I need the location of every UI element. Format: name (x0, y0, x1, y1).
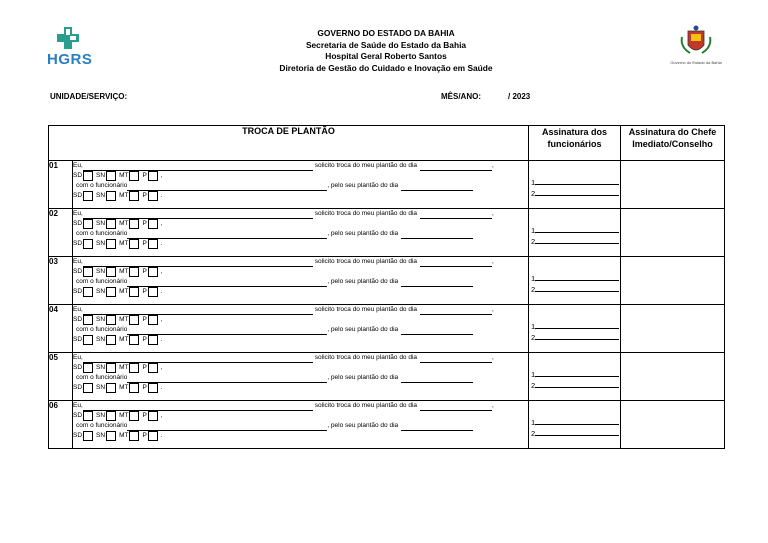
document-header (230, 28, 542, 74)
request-text-cell (73, 353, 529, 401)
eu-label: Eu, (73, 402, 83, 409)
request-label: solicito troca do meu plantão do dia (314, 162, 418, 169)
mt-checkbox[interactable] (129, 239, 139, 249)
swap-line (73, 181, 528, 191)
mt-label: MT (119, 220, 129, 227)
row-number: 02 (49, 209, 73, 257)
year-value: / 2023 (508, 92, 531, 101)
sd-label: SD (73, 316, 83, 323)
sn-checkbox[interactable] (106, 171, 116, 181)
comma: , (160, 220, 163, 227)
sd-label: SD (73, 336, 83, 343)
own-shift-options (73, 219, 528, 229)
row-number: 04 (49, 305, 73, 353)
own-shift-options (73, 315, 528, 325)
comma: , (492, 354, 494, 361)
sd-checkbox[interactable] (83, 411, 93, 421)
own-shift-date-field[interactable] (420, 306, 492, 315)
sd-checkbox[interactable] (83, 315, 93, 325)
own-shift-date-field[interactable] (420, 258, 492, 267)
mt-checkbox[interactable] (129, 191, 139, 201)
p-checkbox[interactable] (148, 363, 158, 373)
p-label: P (142, 412, 147, 419)
staff-signatures-cell (529, 353, 621, 401)
mt-checkbox[interactable] (129, 335, 139, 345)
mt-checkbox[interactable] (129, 431, 139, 441)
p-checkbox[interactable] (148, 219, 158, 229)
sn-label: SN (96, 240, 106, 247)
for-shift-label: , pelo seu plantão do dia (327, 182, 399, 189)
mt-label: MT (119, 432, 129, 439)
other-shift-date-field[interactable] (401, 230, 473, 239)
signature-number: 2 (531, 237, 536, 246)
p-label: P (142, 432, 147, 439)
sd-label: SD (73, 412, 83, 419)
row-number: 06 (49, 401, 73, 449)
other-employee-field[interactable] (127, 326, 327, 335)
signature-line-2[interactable] (531, 332, 619, 342)
own-shift-options (73, 363, 528, 373)
sn-label: SN (96, 172, 106, 179)
row-number: 01 (49, 161, 73, 209)
other-employee-field[interactable] (127, 422, 327, 431)
mt-checkbox[interactable] (129, 411, 139, 421)
chief-signature-cell[interactable] (621, 209, 725, 257)
signature-line-2[interactable] (531, 188, 619, 198)
signature-number: 1 (531, 226, 536, 235)
header-directorate: Diretoria de Gestão do Cuidado e Inovação em Saúde (279, 62, 493, 73)
table-row (49, 161, 725, 209)
mt-label: MT (119, 288, 129, 295)
p-label: P (142, 172, 147, 179)
sd-checkbox[interactable] (83, 287, 93, 297)
sd-checkbox[interactable] (83, 219, 93, 229)
table-row (49, 209, 725, 257)
mt-label: MT (119, 172, 129, 179)
dot: . (160, 288, 163, 295)
p-label: P (142, 336, 147, 343)
request-line (73, 161, 528, 171)
request-label: solicito troca do meu plantão do dia (314, 402, 418, 409)
p-checkbox[interactable] (148, 315, 158, 325)
request-line (73, 209, 528, 219)
own-shift-date-field[interactable] (420, 210, 492, 219)
other-shift-options (73, 287, 528, 297)
dot: . (160, 240, 163, 247)
mt-label: MT (119, 412, 129, 419)
signature-line-2[interactable] (531, 380, 619, 390)
state-crest (668, 24, 724, 70)
health-cross-icon (56, 27, 80, 49)
p-checkbox[interactable] (148, 171, 158, 181)
sn-checkbox[interactable] (106, 383, 116, 393)
own-shift-date-field[interactable] (420, 402, 492, 411)
for-shift-label: , pelo seu plantão do dia (327, 422, 399, 429)
other-employee-field[interactable] (127, 182, 327, 191)
staff-signatures-cell (529, 401, 621, 449)
signature-line-2[interactable] (531, 284, 619, 294)
sn-label: SN (96, 412, 106, 419)
sn-label: SN (96, 288, 106, 295)
other-employee-field[interactable] (127, 374, 327, 383)
sd-checkbox[interactable] (83, 191, 93, 201)
sd-label: SD (73, 192, 83, 199)
mt-label: MT (119, 364, 129, 371)
swap-line (73, 229, 528, 239)
own-shift-options (73, 267, 528, 277)
other-shift-options (73, 239, 528, 249)
with-employee-label: com o funcionário (76, 230, 128, 237)
other-shift-date-field[interactable] (401, 422, 473, 431)
own-shift-date-field[interactable] (420, 162, 492, 171)
sn-checkbox[interactable] (106, 239, 116, 249)
p-label: P (142, 288, 147, 295)
request-line (73, 353, 528, 363)
mt-label: MT (119, 384, 129, 391)
table-title: TROCA DE PLANTÃO (49, 126, 529, 161)
table-row (49, 305, 725, 353)
dot: . (160, 384, 163, 391)
comma: , (492, 402, 494, 409)
p-checkbox[interactable] (148, 191, 158, 201)
col-header-chief-signature: Assinatura do Chefe Imediato/Conselho (621, 126, 725, 161)
mt-label: MT (119, 240, 129, 247)
for-shift-label: , pelo seu plantão do dia (327, 278, 399, 285)
sd-checkbox[interactable] (83, 239, 93, 249)
swap-line (73, 421, 528, 431)
p-checkbox[interactable] (148, 335, 158, 345)
p-label: P (142, 220, 147, 227)
request-text-cell (73, 257, 529, 305)
p-label: P (142, 316, 147, 323)
sd-label: SD (73, 240, 83, 247)
comma: , (492, 162, 494, 169)
chief-signature-cell[interactable] (621, 161, 725, 209)
comma: , (492, 210, 494, 217)
sn-checkbox[interactable] (106, 363, 116, 373)
other-shift-options (73, 335, 528, 345)
sn-label: SN (96, 316, 106, 323)
dot: . (160, 192, 163, 199)
sn-checkbox[interactable] (106, 219, 116, 229)
chief-signature-cell[interactable] (621, 353, 725, 401)
request-text-cell (73, 209, 529, 257)
sn-checkbox[interactable] (106, 191, 116, 201)
signature-number: 1 (531, 274, 536, 283)
hgrs-logo (44, 27, 96, 69)
p-label: P (142, 240, 147, 247)
chief-signature-cell[interactable] (621, 401, 725, 449)
staff-signatures-cell (529, 305, 621, 353)
comma: , (160, 412, 163, 419)
signature-number: 1 (531, 418, 536, 427)
mt-checkbox[interactable] (129, 363, 139, 373)
request-label: solicito troca do meu plantão do dia (314, 258, 418, 265)
for-shift-label: , pelo seu plantão do dia (327, 230, 399, 237)
other-shift-options (73, 431, 528, 441)
mt-checkbox[interactable] (129, 287, 139, 297)
signature-number: 2 (531, 429, 536, 438)
p-checkbox[interactable] (148, 239, 158, 249)
requester-name-field[interactable] (83, 402, 313, 411)
dot: . (160, 432, 163, 439)
mt-label: MT (119, 316, 129, 323)
other-employee-field[interactable] (127, 230, 327, 239)
sn-checkbox[interactable] (106, 287, 116, 297)
with-employee-label: com o funcionário (76, 422, 128, 429)
with-employee-label: com o funcionário (76, 326, 128, 333)
signature-number: 2 (531, 189, 536, 198)
header-hospital: Hospital Geral Roberto Santos (325, 51, 447, 61)
month-label: MÊS/ANO: (441, 92, 481, 101)
request-text-cell (73, 401, 529, 449)
signature-line-1[interactable] (531, 225, 619, 235)
sn-checkbox[interactable] (106, 315, 116, 325)
shift-swap-table (48, 125, 725, 449)
sd-checkbox[interactable] (83, 363, 93, 373)
request-line (73, 305, 528, 315)
sn-checkbox[interactable] (106, 267, 116, 277)
p-label: P (142, 268, 147, 275)
own-shift-options (73, 411, 528, 421)
coat-of-arms-icon (678, 25, 714, 59)
row-number: 03 (49, 257, 73, 305)
sn-label: SN (96, 432, 106, 439)
eu-label: Eu, (73, 258, 83, 265)
request-line (73, 401, 528, 411)
signature-line-1[interactable] (531, 369, 619, 379)
chief-signature-cell[interactable] (621, 257, 725, 305)
eu-label: Eu, (73, 210, 83, 217)
sn-label: SN (96, 364, 106, 371)
sd-label: SD (73, 432, 83, 439)
staff-signatures-cell (529, 209, 621, 257)
other-employee-field[interactable] (127, 278, 327, 287)
dot: . (160, 336, 163, 343)
mt-label: MT (119, 268, 129, 275)
sn-checkbox[interactable] (106, 335, 116, 345)
requester-name-field[interactable] (83, 210, 313, 219)
eu-label: Eu, (73, 306, 83, 313)
signature-line-1[interactable] (531, 417, 619, 427)
sd-checkbox[interactable] (83, 335, 93, 345)
sd-label: SD (73, 172, 83, 179)
request-text-cell (73, 161, 529, 209)
sn-label: SN (96, 336, 106, 343)
sd-label: SD (73, 268, 83, 275)
mt-label: MT (119, 192, 129, 199)
sn-checkbox[interactable] (106, 431, 116, 441)
sn-label: SN (96, 268, 106, 275)
with-employee-label: com o funcionário (76, 278, 128, 285)
for-shift-label: , pelo seu plantão do dia (327, 326, 399, 333)
sd-checkbox[interactable] (83, 267, 93, 277)
signature-line-1[interactable] (531, 273, 619, 283)
other-shift-date-field[interactable] (401, 278, 473, 287)
swap-line (73, 325, 528, 335)
other-shift-options (73, 191, 528, 201)
comma: , (160, 316, 163, 323)
table-row (49, 401, 725, 449)
signature-number: 2 (531, 333, 536, 342)
p-label: P (142, 384, 147, 391)
other-shift-options (73, 383, 528, 393)
header-government: GOVERNO DO ESTADO DA BAHIA (317, 28, 455, 38)
sn-label: SN (96, 192, 106, 199)
mt-checkbox[interactable] (129, 315, 139, 325)
requester-name-field[interactable] (83, 354, 313, 363)
swap-line (73, 277, 528, 287)
request-line (73, 257, 528, 267)
requester-name-field[interactable] (83, 258, 313, 267)
signature-line-1[interactable] (531, 321, 619, 331)
p-checkbox[interactable] (148, 267, 158, 277)
other-shift-date-field[interactable] (401, 182, 473, 191)
sd-label: SD (73, 288, 83, 295)
request-label: solicito troca do meu plantão do dia (314, 354, 418, 361)
chief-signature-cell[interactable] (621, 305, 725, 353)
other-shift-date-field[interactable] (401, 374, 473, 383)
hgrs-logo-text: HGRS (47, 51, 93, 68)
signature-number: 1 (531, 178, 536, 187)
eu-label: Eu, (73, 162, 83, 169)
mt-checkbox[interactable] (129, 219, 139, 229)
unit-label: UNIDADE/SERVIÇO: (50, 92, 128, 101)
mt-checkbox[interactable] (129, 267, 139, 277)
signature-line-2[interactable] (531, 236, 619, 246)
signature-line-2[interactable] (531, 428, 619, 438)
comma: , (492, 258, 494, 265)
comma: , (492, 306, 494, 313)
signature-number: 1 (531, 370, 536, 379)
comma: , (160, 172, 163, 179)
sd-label: SD (73, 384, 83, 391)
p-checkbox[interactable] (148, 383, 158, 393)
mt-checkbox[interactable] (129, 383, 139, 393)
with-employee-label: com o funcionário (76, 374, 128, 381)
staff-signatures-cell (529, 257, 621, 305)
sn-label: SN (96, 220, 106, 227)
sn-label: SN (96, 384, 106, 391)
sd-checkbox[interactable] (83, 383, 93, 393)
eu-label: Eu, (73, 354, 83, 361)
sd-label: SD (73, 220, 83, 227)
p-checkbox[interactable] (148, 287, 158, 297)
signature-number: 2 (531, 285, 536, 294)
crest-caption: Governo do Estado da Bahia (670, 60, 722, 65)
signature-line-1[interactable] (531, 177, 619, 187)
other-shift-date-field[interactable] (401, 326, 473, 335)
request-label: solicito troca do meu plantão do dia (314, 306, 418, 313)
p-label: P (142, 364, 147, 371)
request-text-cell (73, 305, 529, 353)
signature-number: 2 (531, 381, 536, 390)
sd-checkbox[interactable] (83, 171, 93, 181)
col-header-staff-signature: Assinatura dos funcionários (529, 126, 621, 161)
signature-number: 1 (531, 322, 536, 331)
mt-label: MT (119, 336, 129, 343)
requester-name-field[interactable] (83, 306, 313, 315)
own-shift-options (73, 171, 528, 181)
staff-signatures-cell (529, 161, 621, 209)
p-label: P (142, 192, 147, 199)
mt-checkbox[interactable] (129, 171, 139, 181)
with-employee-label: com o funcionário (76, 182, 128, 189)
sd-checkbox[interactable] (83, 431, 93, 441)
sn-checkbox[interactable] (106, 411, 116, 421)
requester-name-field[interactable] (83, 162, 313, 171)
swap-line (73, 373, 528, 383)
table-row (49, 353, 725, 401)
row-number: 05 (49, 353, 73, 401)
for-shift-label: , pelo seu plantão do dia (327, 374, 399, 381)
comma: , (160, 268, 163, 275)
table-row (49, 257, 725, 305)
sd-label: SD (73, 364, 83, 371)
request-label: solicito troca do meu plantão do dia (314, 210, 418, 217)
p-checkbox[interactable] (148, 431, 158, 441)
own-shift-date-field[interactable] (420, 354, 492, 363)
header-secretariat: Secretaria de Saúde do Estado da Bahia (305, 39, 467, 50)
comma: , (160, 364, 163, 371)
p-checkbox[interactable] (148, 411, 158, 421)
